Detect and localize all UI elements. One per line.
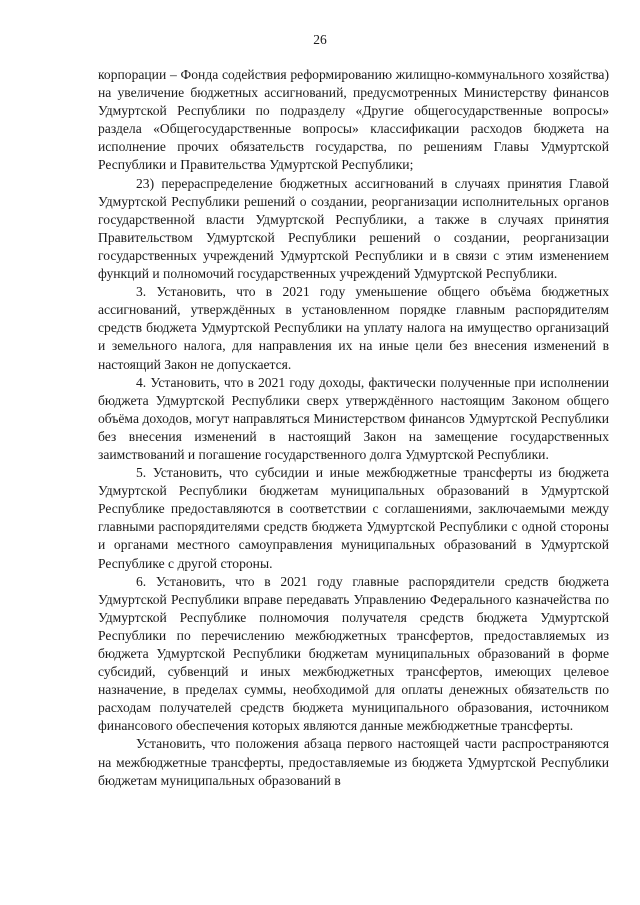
paragraph-continuation: корпорации – Фонда содействия реформированию жилищно-коммунального хозяйства) на увеличение бюджетных ассигнований, предусмотренных Министерству финансов Удмуртской Республики по подразделу «Другие общегосударственные вопросы» раздела «Общегосударственные вопросы» классификации расходов бюджета на исполнение прочих обязательств государства, по решениям Главы Удмуртской Республики и Правительства Удмуртской Республики; bbox=[98, 67, 609, 173]
paragraph-6: 6. Установить, что в 2021 году главные распорядители средств бюджета Удмуртской Республики вправе передавать Управлению Федерального казначейства по Удмуртской Республике полномочия получателя средств бюджета Удмуртской Республики по перечислению межбюджетных трансфертов, предоставляемых из бюджета Удмуртской Республики бюджетам муниципальных образований в форме субсидий, субвенций и иных межбюджетных трансфертов, имеющих целевое назначение, в пределах суммы, необходимой для оплаты денежных обязательств по расходам получателей средств бюджета муниципального образования, источником финансового обеспечения которых являются данные межбюджетные трансферты. bbox=[98, 573, 609, 734]
document-body bbox=[98, 66, 609, 790]
paragraph-item-23: 23) перераспределение бюджетных ассигнований в случаях принятия Главой Удмуртской Республики решений о создании, реорганизации исполнительных органов государственной власти Удмуртской Республики, а также в случаях принятия Правительством Удмуртской Республики решений о создании, реорганизации государственных учреждений Удмуртской Республики и в связи с этим изменением функций и полномочий государственных учреждений Удмуртской Республики. bbox=[98, 175, 609, 282]
page-number: 26 bbox=[313, 32, 327, 47]
paragraph-4: 4. Установить, что в 2021 году доходы, фактически полученные при исполнении бюджета Удмуртской Республики сверх утверждённого настоящим Законом общего объёма доходов, могут направляться Министерством финансов Удмуртской Республики без внесения изменений в настоящий Закон на замещение государственных заимствований и погашение государственного долга Удмуртской Республики. bbox=[98, 374, 609, 462]
paragraph-3: 3. Установить, что в 2021 году уменьшение общего объёма бюджетных ассигнований, утверждённых в установленном порядке главным распорядителям средств бюджета Удмуртской Республики на уплату налога на имущество организаций и земельного налога, для направления их на иные цели без внесения изменений в настоящий Закон не допускается. bbox=[98, 284, 609, 372]
paragraph-5: 5. Установить, что субсидии и иные межбюджетные трансферты из бюджета Удмуртской Республики бюджетам муниципальных образований в Удмуртской Республике предоставляются в соответствии с соглашениями, заключаемыми между главными распорядителями средств бюджета Удмуртской Республики с одной стороны и органами местного самоуправления муниципальных образований в Удмуртской Республике с другой стороны. bbox=[98, 465, 609, 571]
paragraph-6-second: Установить, что положения абзаца первого настоящей части распространяются на межбюджетные трансферты, предоставляемые из бюджета Удмуртской Республики бюджетам муниципальных образований в bbox=[98, 736, 609, 788]
